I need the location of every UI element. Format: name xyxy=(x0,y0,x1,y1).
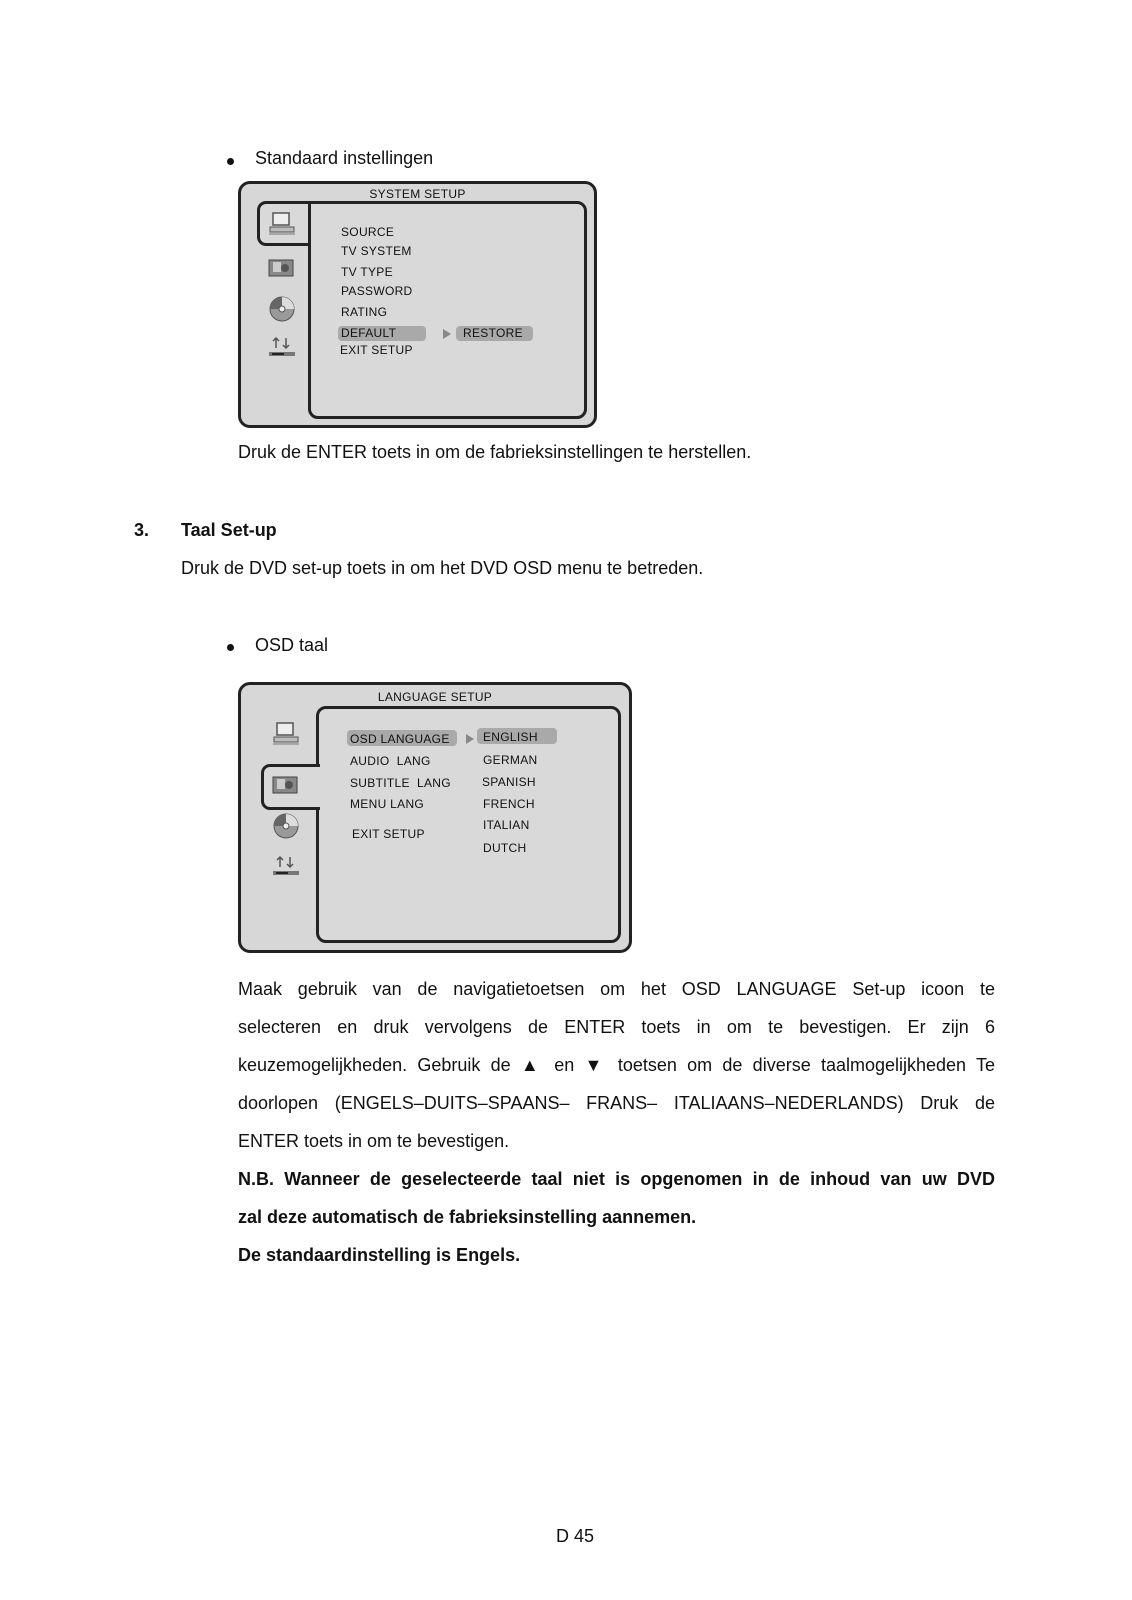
menu-item-exit-setup[interactable]: EXIT SETUP xyxy=(340,343,413,357)
note-line: N.B. Wanneer de geselecteerde taal niet is opgenomen in de inhoud van uw DVD xyxy=(238,1169,995,1189)
monitor-icon xyxy=(271,721,301,747)
language-setup-menu xyxy=(238,682,632,953)
menu-title: LANGUAGE SETUP xyxy=(377,690,493,704)
bullet-dot xyxy=(227,158,234,165)
menu-item-source[interactable]: SOURCE xyxy=(341,225,395,239)
body-line: keuzemogelijkheden. Gebruik de ▲ en ▼ toetsen om de diverse taalmogelijkheden Te xyxy=(238,1055,995,1075)
menu-item-osd-language[interactable]: OSD LANGUAGE xyxy=(350,732,450,746)
option-italian[interactable]: ITALIAN xyxy=(483,818,530,832)
body-line: selecteren en druk vervolgens de ENTER toets in om te bevestigen. Er zijn 6 xyxy=(238,1017,995,1037)
option-spanish[interactable]: SPANISH xyxy=(482,775,536,789)
menu-item-password[interactable]: PASSWORD xyxy=(341,284,413,298)
option-english[interactable]: ENGLISH xyxy=(483,730,538,744)
page-number: D 45 xyxy=(555,1526,595,1546)
bullet-label-default: Standaard instellingen xyxy=(255,148,434,168)
monitor-icon xyxy=(267,211,297,237)
option-restore[interactable]: RESTORE xyxy=(463,326,523,340)
disc-icon xyxy=(271,810,301,840)
settings-icon xyxy=(271,855,301,879)
system-setup-menu xyxy=(238,181,597,428)
menu-item-tv-type[interactable]: TV TYPE xyxy=(341,265,393,279)
menu-item-rating[interactable]: RATING xyxy=(341,305,388,319)
default-note: De standaardinstelling is Engels. xyxy=(238,1245,521,1265)
option-german[interactable]: GERMAN xyxy=(483,753,538,767)
arrow-right-icon xyxy=(443,329,451,339)
menu-title: SYSTEM SETUP xyxy=(369,187,466,201)
section-heading: Taal Set-up xyxy=(181,520,277,540)
arrow-right-icon xyxy=(466,734,474,744)
menu-item-tv-system[interactable]: TV SYSTEM xyxy=(341,244,412,258)
bullet-dot xyxy=(227,644,234,651)
note-line: zal deze automatisch de fabrieksinstelling aannemen. xyxy=(238,1207,697,1227)
body-line: Maak gebruik van de navigatietoetsen om het OSD LANGUAGE Set-up icoon te xyxy=(238,979,995,999)
section-intro: Druk de DVD set-up toets in om het DVD OSD menu te betreden. xyxy=(181,558,704,578)
menu-item-exit-setup[interactable]: EXIT SETUP xyxy=(352,827,425,841)
menu-item-audio-lang[interactable]: AUDIO LANG xyxy=(350,754,431,768)
disc-icon xyxy=(267,293,297,323)
speaker-icon xyxy=(271,773,301,797)
default-caption: Druk de ENTER toets in om de fabrieksinstellingen te herstellen. xyxy=(238,442,752,462)
option-dutch[interactable]: DUTCH xyxy=(483,841,527,855)
section-number: 3. xyxy=(134,520,150,540)
speaker-icon xyxy=(267,256,297,280)
bullet-label-osd: OSD taal xyxy=(255,635,329,655)
body-line: ENTER toets in om te bevestigen. xyxy=(238,1131,510,1151)
settings-icon xyxy=(267,336,297,360)
menu-item-subtitle-lang[interactable]: SUBTITLE LANG xyxy=(350,776,451,790)
menu-item-default[interactable]: DEFAULT xyxy=(341,326,397,340)
option-french[interactable]: FRENCH xyxy=(483,797,535,811)
body-line: doorlopen (ENGELS–DUITS–SPAANS– FRANS– ITALIAANS–NEDERLANDS) Druk de xyxy=(238,1093,995,1113)
menu-item-menu-lang[interactable]: MENU LANG xyxy=(350,797,425,811)
body-paragraph xyxy=(238,970,995,1274)
